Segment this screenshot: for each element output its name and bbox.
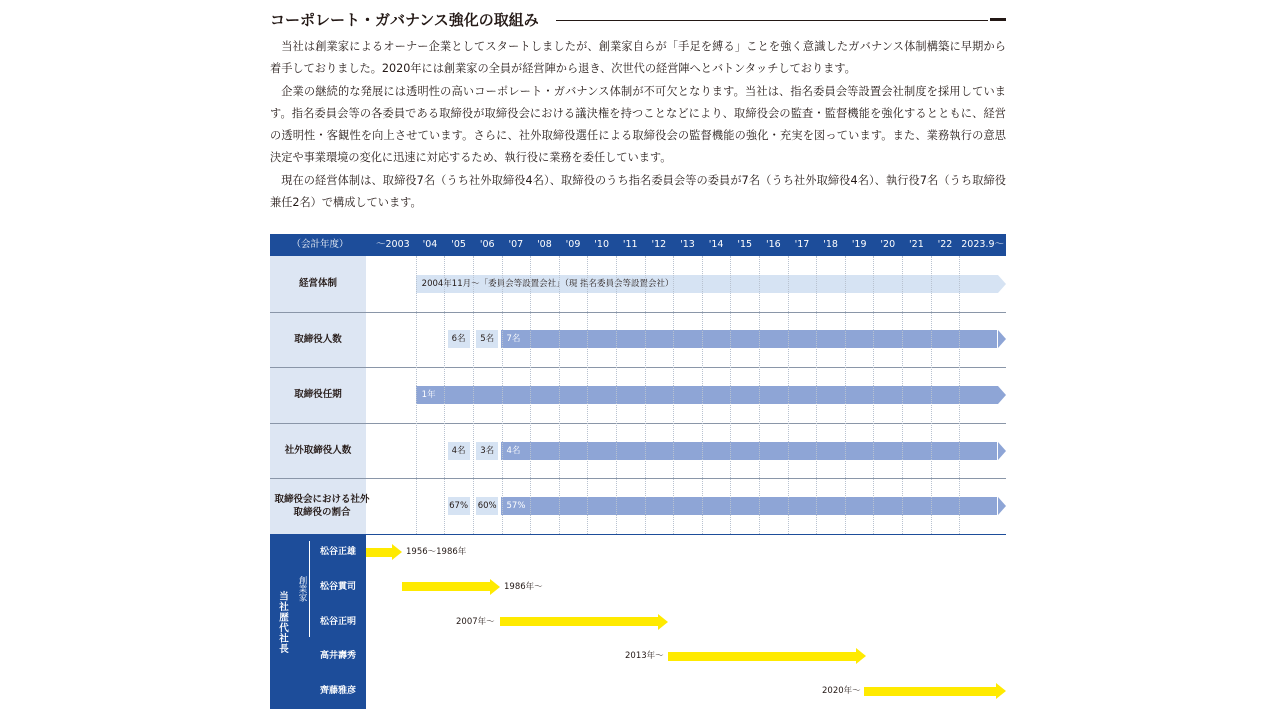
- bar-arrow-tip: [998, 386, 1006, 404]
- year-tick-label: '07: [508, 239, 524, 250]
- year-tick-label: '13: [680, 239, 695, 250]
- page-title: コーポレート・ガバナンス強化の取組み: [270, 11, 539, 29]
- value-box: 60%: [476, 497, 498, 515]
- presidents-label-band: [270, 535, 294, 709]
- year-tick-label: ～2003: [375, 239, 410, 250]
- paragraph-1: 当社は創業家によるオーナー企業としてスタートしましたが、創業家自らが「手足を縛る」ことを強く意識したガバナンス体制構築に早期から着手しておりました。2020年には創業家の全員が経営陣から退き、次世代の経営陣へとバトンタッチしております。: [270, 40, 1006, 76]
- governance-timeline-chart: [270, 234, 1006, 708]
- tenure-period: 2020年～: [822, 686, 861, 697]
- paragraph-2: 企業の継続的な発展には透明性の高いコーポレート・ガバナンス体制が不可欠となります。当社は、指名委員会等設置会社制度を採用しています。指名委員会等の各委員である取締役が取締役会における議決権を持つことなどにより、取締役会の監査・監督機能を強化するとともに、経営の透明性・客観性を向上させています。さらに、社外取締役選任による取締役会の監督機能の強化・充実を図っています。また、業務執行の意思決定や事業環境の変化に迅速に対応するため、執行役に業務を委任しています。: [270, 84, 1006, 165]
- year-tick-label: '19: [851, 239, 867, 250]
- tenure-arrow: [500, 617, 658, 626]
- section-heading: [270, 9, 1006, 31]
- president-name: 松谷正雄: [319, 547, 356, 557]
- value-bar: 1年: [416, 386, 998, 404]
- year-grid-line: [587, 256, 588, 534]
- year-tick-label: 2023.9～: [961, 239, 1005, 250]
- value-box: 4名: [448, 442, 470, 460]
- row-label: 社外取締役人数: [284, 445, 352, 457]
- value-box: 3名: [476, 442, 498, 460]
- year-grid-line: [959, 256, 960, 534]
- year-grid-line: [730, 256, 731, 534]
- year-tick-label: '20: [880, 239, 896, 250]
- heading-rule-end: [990, 18, 1006, 21]
- year-grid-line: [902, 256, 903, 534]
- tenure-arrow-tip: [996, 683, 1006, 699]
- year-grid-line: [759, 256, 760, 534]
- year-grid-line: [530, 256, 531, 534]
- body-text: [270, 36, 1006, 214]
- paragraph-3: 現在の経営体制は、取締役7名（うち社外取締役4名）、取締役のうち指名委員会等の委員が7名（うち社外取締役4名）、執行役7名（うち取締役兼任2名）で構成しています。: [270, 173, 1006, 210]
- tenure-arrow: [668, 652, 856, 661]
- bar-arrow-tip: [998, 330, 1006, 348]
- president-name: 高井壽秀: [319, 651, 356, 662]
- year-header-label: （会計年度）: [291, 239, 349, 250]
- president-name: 松谷正明: [319, 616, 356, 627]
- year-tick-label: '04: [422, 239, 438, 250]
- year-grid-line: [873, 256, 874, 534]
- year-tick-label: '18: [823, 239, 838, 250]
- year-grid-line: [788, 256, 789, 534]
- year-grid-line: [931, 256, 932, 534]
- year-tick-label: '05: [451, 239, 466, 250]
- year-grid-line: [502, 256, 503, 534]
- presidents-section: [270, 534, 1006, 709]
- tenure-period: 2007年～: [456, 616, 495, 627]
- year-grid-line: [616, 256, 617, 534]
- year-grid-line: [816, 256, 817, 534]
- year-tick-label: '08: [537, 239, 552, 250]
- value-bar: 4名: [501, 442, 997, 460]
- tenure-period: 1986年～: [504, 581, 543, 592]
- row-separator: [270, 367, 1006, 368]
- row-separator: [270, 423, 1006, 424]
- year-tick-label: '21: [909, 239, 924, 250]
- row-separator: [270, 312, 1006, 313]
- value-box: 6名: [448, 330, 470, 348]
- heading-rule: [556, 20, 988, 21]
- year-tick-label: '11: [622, 239, 638, 250]
- year-grid-line: [673, 256, 674, 534]
- bar-arrow-tip: [998, 497, 1006, 515]
- year-tick-label: '17: [794, 239, 810, 250]
- row-separator: [270, 478, 1006, 479]
- president-name: 齊藤雅彦: [319, 686, 356, 697]
- tenure-arrow-tip: [658, 614, 668, 630]
- year-grid-line: [645, 256, 646, 534]
- tenure-arrow: [864, 687, 996, 696]
- tenure-period: 1956～1986年: [406, 547, 467, 557]
- value-box: 67%: [448, 497, 470, 515]
- founder-label: 創業家: [297, 576, 307, 602]
- value-box: 5名: [476, 330, 498, 348]
- tenure-arrow-tip: [856, 648, 866, 664]
- value-bar: 57%: [501, 497, 997, 515]
- tenure-arrow: [366, 548, 392, 557]
- year-grid-line: [444, 256, 445, 534]
- presidents-section-label: 当社歴代社長: [277, 590, 288, 654]
- year-tick-label: '10: [594, 239, 609, 250]
- year-tick-label: '16: [765, 239, 781, 250]
- president-name: 松谷貫司: [319, 581, 356, 592]
- year-tick-label: '09: [565, 239, 581, 250]
- tenure-arrow-tip: [490, 579, 500, 595]
- bar-arrow-tip: [998, 442, 1006, 460]
- year-tick-label: '22: [937, 239, 953, 250]
- year-tick-label: '06: [479, 239, 495, 250]
- year-grid-line: [845, 256, 846, 534]
- year-grid-line: [559, 256, 560, 534]
- year-tick-label: '12: [651, 239, 667, 250]
- row-label: 取締役人数: [294, 333, 342, 345]
- tenure-period: 2013年～: [625, 651, 664, 662]
- year-grid-line: [416, 256, 417, 534]
- president-name-column: [294, 535, 366, 709]
- tenure-arrow: [402, 582, 490, 591]
- row-label: 取締役会における社外取締役の割合: [274, 494, 370, 519]
- value-bar: 7名: [501, 330, 997, 348]
- tenure-arrow-tip: [392, 544, 402, 560]
- year-grid-line: [473, 256, 474, 534]
- year-tick-label: '14: [708, 239, 724, 250]
- year-grid-line: [702, 256, 703, 534]
- bar-arrow-tip: [998, 275, 1006, 293]
- value-bar: 2004年11月～「委員会等設置会社」（現 指名委員会等設置会社）: [416, 275, 998, 293]
- year-header-bar: [270, 234, 1006, 256]
- year-tick-label: '15: [737, 239, 753, 250]
- row-label: 経営体制: [298, 278, 337, 290]
- row-label: 取締役任期: [294, 389, 342, 401]
